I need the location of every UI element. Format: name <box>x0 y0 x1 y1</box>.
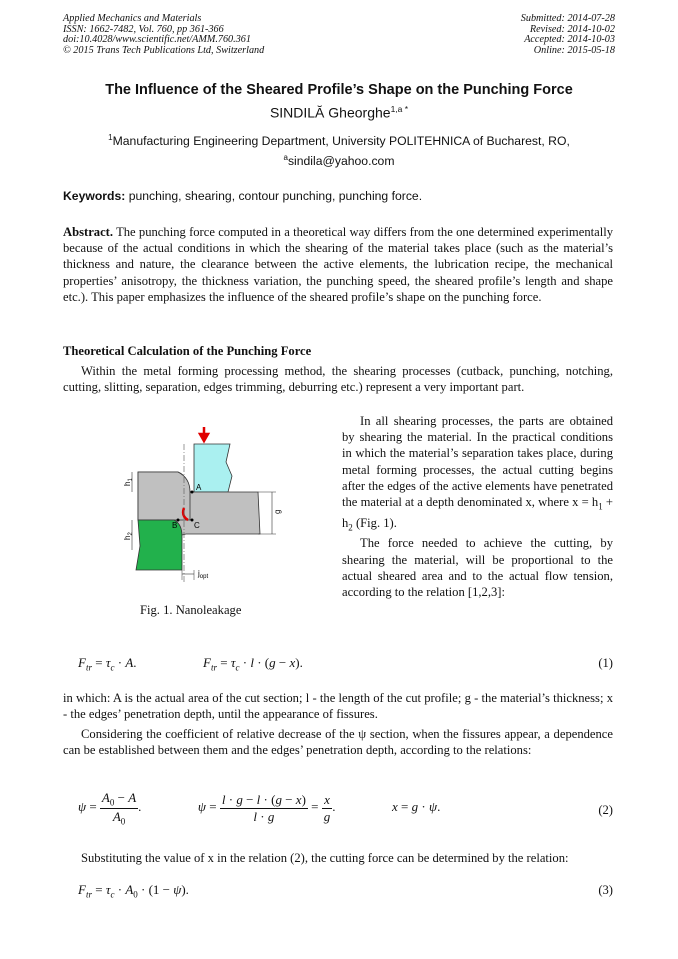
equation-1-number: (1) <box>598 656 613 670</box>
paragraph-definitions: in which: A is the actual area of the cut section; l - the length of the cut profile; g - the material’s thickness; x - the edges’ penetration depth, until the appearance of fissures. <box>63 691 613 722</box>
dates-info <box>521 14 615 56</box>
label-C: C <box>194 521 200 530</box>
paragraph-substitution: Substituting the value of x in the relation (2), the cutting force can be determined by the relation: <box>81 851 569 865</box>
equation-1: $F_{tr} = \tau_c \cdot A$. $F_{tr} = \tau_c \cdot l \cdot (g - x)$. <box>78 655 303 673</box>
label-B: B <box>172 521 178 530</box>
label-jopt: $j_{opt}$ <box>198 569 209 580</box>
author-name: SINDILĂ Gheorghe <box>269 104 391 121</box>
label-A: A <box>196 483 202 492</box>
equation-3-number: (3) <box>598 883 613 897</box>
abstract-text: The punching force computed in a theoretical way differs from the one determined experimentally because of the actual conditions in which the shearing of the material takes place (such as the material’s thickness and nature, the clearance between the active elements, the lubrication recipe, the mechanical properties’ anisotropy, the thickness variation, the punching speed, the sheared profile’s length and shape etc.). This paper emphasizes the influence of the sheared profile’s shape on the punching force. <box>63 225 613 304</box>
label-h1: $h_1$ <box>123 478 134 486</box>
affiliation <box>0 133 678 148</box>
section-title: Theoretical Calculation of the Punching Force <box>63 344 312 358</box>
email <box>0 153 678 168</box>
right-column-p2: The force needed to achieve the cutting, by shearing the material, will be proportional to the actual sheared area and to the actual flow tension, according to the relation [1,2,3]: <box>342 536 613 600</box>
online-date: Online: 2015-05-18 <box>533 44 615 56</box>
issn: ISSN: 1662-7482, Vol. 760, pp 361-366 <box>63 23 224 35</box>
author <box>0 104 678 121</box>
email-sup: a <box>283 153 288 162</box>
keywords-label: Keywords: <box>63 189 126 203</box>
right-column-p1: In all shearing processes, the parts are obtained by shearing the material. In the practical conditions in which the material’s separation takes place, during metal forming processes, the actual cutting begins after the edges of the active elements have penetrated the material at a depth denominated x, where $x = h_1 + h_2$ (Fig. 1). <box>342 414 613 533</box>
equation-2: ψ = $\frac{A_0 - A}{A_0}$ . ψ = $\frac{l \cdot g - l \cdot (g - x)}{l \cdot g}$ = $\frac{x}{g}$ . x = g · ψ. <box>78 790 441 827</box>
paper-title: The Influence of the Sheared Profile’s Shape on the Punching Force <box>105 82 573 98</box>
email-text[interactable]: sindila@yahoo.com <box>287 154 395 169</box>
abstract-label: Abstract. <box>63 225 114 239</box>
figure-caption: Fig. 1. Nanoleakage <box>140 603 242 617</box>
equation-3: $F_{tr} = \tau_c \cdot A_0 \cdot (1 - \psi)$. <box>78 882 189 900</box>
revised-date: Revised: 2014-10-02 <box>529 23 615 35</box>
copyright: © 2015 Trans Tech Publications Ltd, Switzerland <box>63 44 265 56</box>
affiliation-sup: 1 <box>108 133 113 142</box>
author-sup: 1,a * <box>390 104 409 114</box>
doi: doi:10.4028/www.scientific.net/AMM.760.361 <box>63 34 251 46</box>
keywords <box>63 189 422 203</box>
journal-name: Applied Mechanics and Materials <box>63 13 202 24</box>
label-h2: $h_2$ <box>123 532 134 540</box>
right-column <box>342 413 613 600</box>
affiliation-text: Manufacturing Engineering Department, University POLITEHNICA of Bucharest, RO, <box>112 134 570 149</box>
equation-2-number: (2) <box>598 803 613 817</box>
point-A <box>191 491 194 494</box>
label-g: g <box>273 509 282 514</box>
publication-info <box>63 14 264 56</box>
abstract <box>63 224 613 305</box>
force-arrow <box>200 427 208 441</box>
accepted-date: Accepted: 2014-10-03 <box>524 34 615 46</box>
paragraph-intro: Within the metal forming processing method, the shearing processes (cutback, punching, notching, cutting, slitting, separation, edges trimming, deburring etc.) represent a very important part. <box>63 364 613 395</box>
keywords-text: punching, shearing, contour punching, punching force. <box>125 189 423 203</box>
submitted-date: Submitted: 2014-07-28 <box>520 13 615 24</box>
figure-1 <box>118 424 288 599</box>
paragraph-coefficient: Considering the coefficient of relative decrease of the ψ section, when the fissures appear, a dependence can be established between them and the edges’ penetration depth, according to the relations: <box>63 727 613 758</box>
